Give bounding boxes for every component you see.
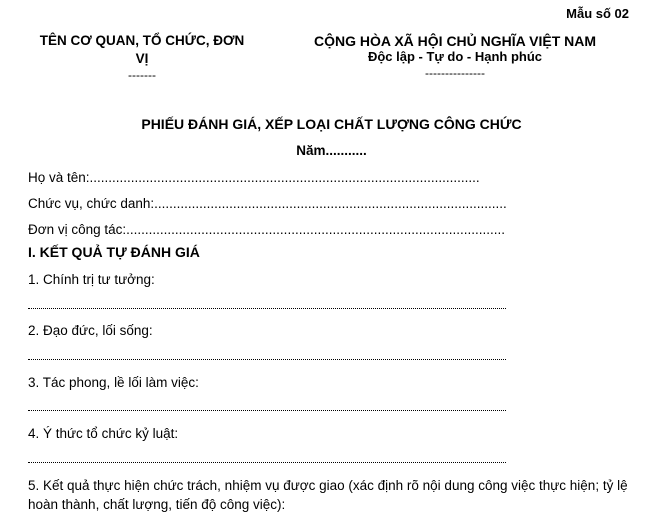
- agency-name-line1: TÊN CƠ QUAN, TỔ CHỨC, ĐƠN: [39, 33, 245, 48]
- document-year: Năm...........: [296, 143, 367, 158]
- answer-line: [28, 359, 506, 360]
- motto-divider: ---------------: [425, 66, 485, 80]
- field-dots: .....................................................................................................: [126, 222, 505, 237]
- answer-line: [28, 308, 506, 309]
- item-work-style: 3. Tác phong, lề lối làm việc:: [28, 375, 199, 390]
- agency-name-heading: [22, 32, 262, 68]
- field-label: Đơn vị công tác:: [28, 222, 127, 237]
- field-full-name: [28, 170, 480, 185]
- item-discipline: 4. Ý thức tổ chức kỷ luật:: [28, 426, 179, 441]
- section-heading: I. KẾT QUẢ TỰ ĐÁNH GIÁ: [28, 244, 200, 260]
- form-number: Mẫu số 02: [566, 6, 629, 21]
- item-political-ideology: 1. Chính trị tư tưởng:: [28, 272, 155, 287]
- agency-name-line2: VỊ: [135, 51, 149, 66]
- document-title: PHIẾU ĐÁNH GIÁ, XẾP LOẠI CHẤT LƯỢNG CÔNG CHỨC: [141, 116, 522, 132]
- field-label: Chức vụ, chức danh:: [28, 196, 155, 211]
- answer-line: [28, 462, 506, 463]
- item-task-results: 5. Kết quả thực hiện chức trách, nhiệm vụ được giao (xác định rõ nội dung công việc thực hiện; tỷ lệ hoàn thành, chất lượng, tiến độ công việc):: [28, 478, 628, 512]
- field-dots: ..............................................................................................: [154, 196, 507, 211]
- answer-line: [28, 410, 506, 411]
- agency-divider: -------: [128, 68, 156, 82]
- motto: Độc lập - Tự do - Hạnh phúc: [367, 49, 543, 64]
- field-dots: ........................................................................................................: [89, 170, 480, 185]
- field-work-unit: [28, 222, 505, 237]
- item-ethics-lifestyle: 2. Đạo đức, lối sống:: [28, 323, 153, 338]
- nation-heading: CỘNG HÒA XÃ HỘI CHỦ NGHĨA VIỆT NAM: [313, 33, 597, 49]
- field-label: Họ và tên:: [28, 170, 90, 185]
- field-position: [28, 196, 507, 211]
